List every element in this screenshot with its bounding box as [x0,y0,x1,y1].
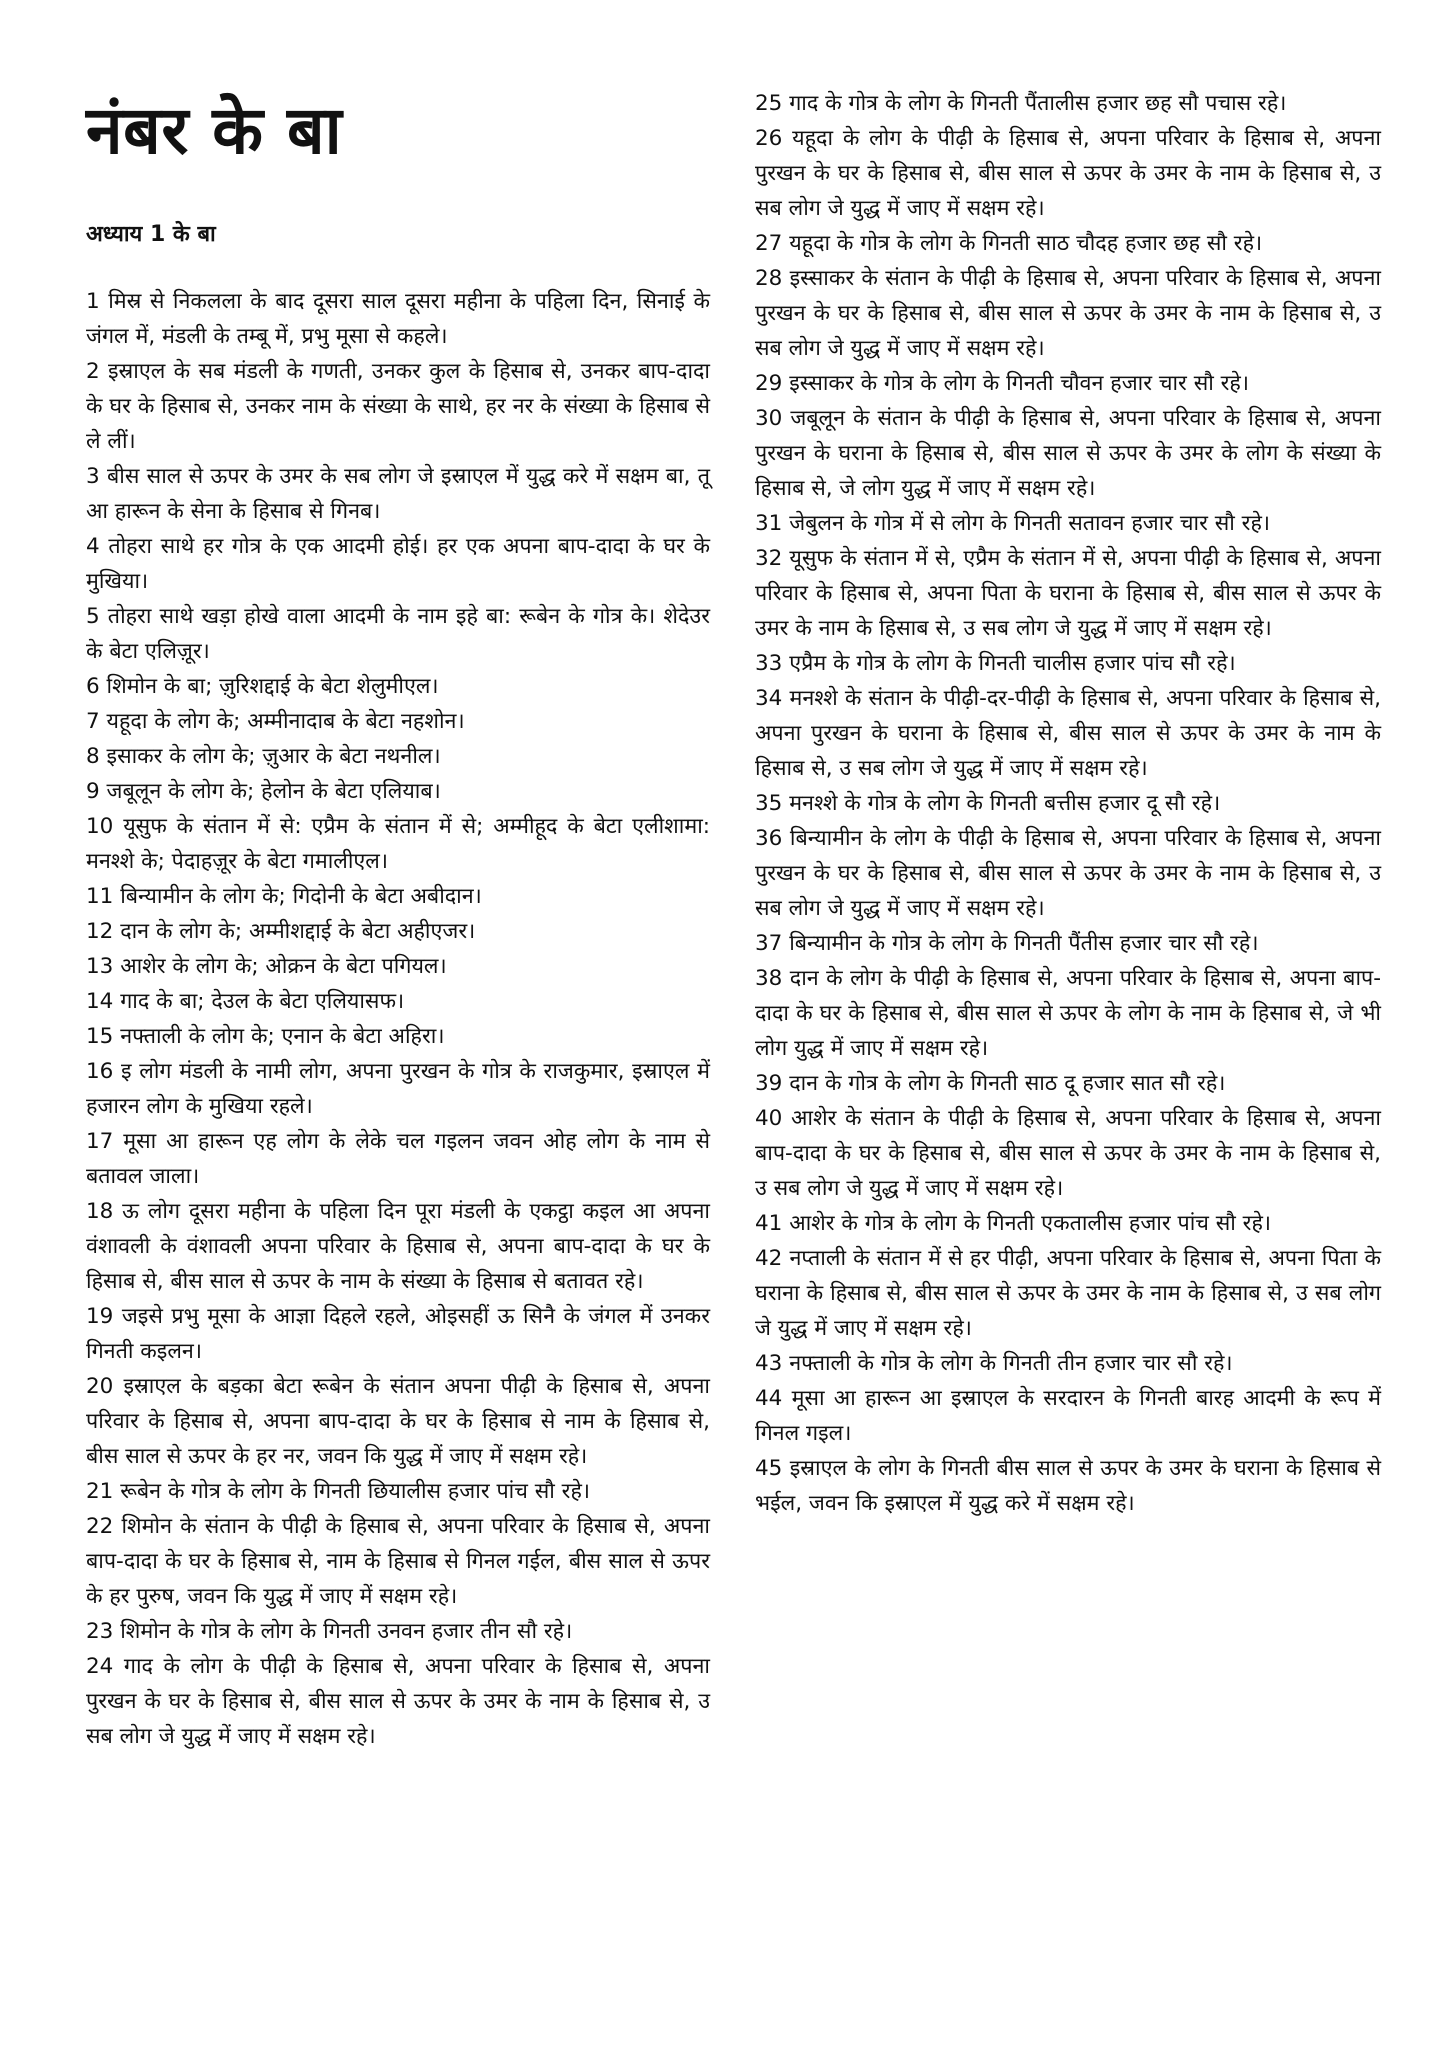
verse: 5 तोहरा साथे खड़ा होखे वाला आदमी के नाम इहे बा: रूबेन के गोत्र के। शेदेउर के बेटा एलिज़ूर। [86,603,710,664]
verse: 1 मिस्र से निकलला के बाद दूसरा साल दूसरा महीना के पहिला दिन, सिनाई के जंगल में, मंडली के तम्बू में, प्रभु मूसा से कहले। [86,288,710,349]
verse: 38 दान के लोग के पीढ़ी के हिसाब से, अपना परिवार के हिसाब से, अपना बाप-दादा के घर के हिसाब से, बीस साल से ऊपर के लोग के नाम के हिसाब से, जे भी लोग युद्ध में जाए में सक्षम रहे। [755,966,1381,1061]
verse: 7 यहूदा के लोग के; अम्मीनादाब के बेटा नहशोन। [86,708,465,734]
verse: 12 दान के लोग के; अम्मीशद्दाई के बेटा अहीएजर। [86,918,476,944]
verse: 21 रूबेन के गोत्र के लोग के गिनती छियालीस हजार पांच सौ रहे। [86,1478,591,1504]
verse: 23 शिमोन के गोत्र के लोग के गिनती उनवन हजार तीन सौ रहे। [86,1618,573,1644]
right-column [755,86,1381,1521]
verse: 3 बीस साल से ऊपर के उमर के सब लोग जे इस्राएल में युद्ध करे में सक्षम बा, तू आ हारून के सेना के हिसाब से गिनब। [86,463,710,524]
verse: 37 बिन्यामीन के गोत्र के लोग के गिनती पैंतीस हजार चार सौ रहे। [755,931,1259,956]
verse: 39 दान के गोत्र के लोग के गिनती साठ दू हजार सात सौ रहे। [755,1071,1226,1096]
verse: 36 बिन्यामीन के लोग के पीढ़ी के हिसाब से, अपना परिवार के हिसाब से, अपना पुरखन के घर के हिसाब से, बीस साल से ऊपर के उमर के नाम के हिसाब से, उ सब लोग जे युद्ध में जाए में सक्षम रहे। [755,826,1381,921]
verse: 40 आशेर के संतान के पीढ़ी के हिसाब से, अपना परिवार के हिसाब से, अपना बाप-दादा के घर के हिसाब से, बीस साल से ऊपर के उमर के नाम के हिसाब से, उ सब लोग जे युद्ध में जाए में सक्षम रहे। [755,1106,1381,1201]
verse: 29 इस्साकर के गोत्र के लोग के गिनती चौवन हजार चार सौ रहे। [755,371,1249,396]
verse: 4 तोहरा साथे हर गोत्र के एक आदमी होई। हर एक अपना बाप-दादा के घर के मुखिया। [86,533,710,594]
left-column [86,92,710,1754]
verse: 25 गाद के गोत्र के लोग के गिनती पैंतालीस हजार छह सौ पचास रहे। [755,91,1287,116]
verse: 10 यूसुफ के संतान में से: एप्रैम के संतान में से; अम्मीहूद के बेटा एलीशामा: मनश्शे के; पेदाहज़ूर के बेटा गमालीएल। [86,813,710,874]
verse: 41 आशेर के गोत्र के लोग के गिनती एकतालीस हजार पांच सौ रहे। [755,1211,1272,1236]
verse: 9 जबूलून के लोग के; हेलोन के बेटा एलियाब। [86,778,441,804]
right-verse-list [755,86,1381,1521]
verse: 16 इ लोग मंडली के नामी लोग, अपना पुरखन के गोत्र के राजकुमार, इस्राएल में हजारन लोग के मुखिया रहले। [86,1058,710,1119]
verse: 27 यहूदा के गोत्र के लोग के गिनती साठ चौदह हजार छह सौ रहे। [755,231,1263,256]
verse: 45 इस्राएल के लोग के गिनती बीस साल से ऊपर के उमर के घराना के हिसाब से भईल, जवन कि इस्राएल में युद्ध करे में सक्षम रहे। [755,1456,1381,1516]
verse: 22 शिमोन के संतान के पीढ़ी के हिसाब से, अपना परिवार के हिसाब से, अपना बाप-दादा के घर के हिसाब से, नाम के हिसाब से गिनल गईल, बीस साल से ऊपर के हर पुरुष, जवन कि युद्ध में जाए में सक्षम रहे। [86,1513,710,1609]
verse: 42 नप्ताली के संतान में से हर पीढ़ी, अपना परिवार के हिसाब से, अपना पिता के घराना के हिसाब से, बीस साल से ऊपर के उमर के नाम के हिसाब से, उ सब लोग जे युद्ध में जाए में सक्षम रहे। [755,1246,1381,1341]
verse: 35 मनश्शे के गोत्र के लोग के गिनती बत्तीस हजार दू सौ रहे। [755,791,1221,816]
verse: 19 जइसे प्रभु मूसा के आज्ञा दिहले रहले, ओइसहीं ऊ सिनै के जंगल में उनकर गिनती कइलन। [86,1303,710,1364]
verse: 34 मनश्शे के संतान के पीढ़ी-दर-पीढ़ी के हिसाब से, अपना परिवार के हिसाब से, अपना पुरखन के घराना के हिसाब से, बीस साल से ऊपर के उमर के नाम के हिसाब से, उ सब लोग जे युद्ध में जाए में सक्षम रहे। [755,686,1381,781]
verse: 18 ऊ लोग दूसरा महीना के पहिला दिन पूरा मंडली के एकट्ठा कइल आ अपना वंशावली के वंशावली अपना परिवार के हिसाब से, अपना बाप-दादा के घर के हिसाब से, बीस साल से ऊपर के नाम के संख्या के हिसाब से बतावत रहे। [86,1198,710,1294]
verse: 14 गाद के बा; देउल के बेटा एलियासफ। [86,988,405,1014]
verse: 30 जबूलून के संतान के पीढ़ी के हिसाब से, अपना परिवार के हिसाब से, अपना पुरखन के घराना के हिसाब से, बीस साल से ऊपर के उमर के लोग के संख्या के हिसाब से, जे लोग युद्ध में जाए में सक्षम रहे। [755,406,1381,501]
book-title: नंबर के बा [86,92,343,169]
verse: 8 इसाकर के लोग के; ज़ुआर के बेटा नथनील। [86,743,441,769]
verse: 15 नफ्ताली के लोग के; एनान के बेटा अहिरा। [86,1023,445,1049]
verse: 6 शिमोन के बा; ज़ुरिशद्दाई के बेटा शेलुमीएल। [86,673,439,699]
verse: 26 यहूदा के लोग के पीढ़ी के हिसाब से, अपना परिवार के हिसाब से, अपना पुरखन के घर के हिसाब से, बीस साल से ऊपर के उमर के नाम के हिसाब से, उ सब लोग जे युद्ध में जाए में सक्षम रहे। [755,126,1381,221]
verse: 24 गाद के लोग के पीढ़ी के हिसाब से, अपना परिवार के हिसाब से, अपना पुरखन के घर के हिसाब से, बीस साल से ऊपर के उमर के नाम के हिसाब से, उ सब लोग जे युद्ध में जाए में सक्षम रहे। [86,1653,710,1749]
verse: 28 इस्साकर के संतान के पीढ़ी के हिसाब से, अपना परिवार के हिसाब से, अपना पुरखन के घर के हिसाब से, बीस साल से ऊपर के उमर के नाम के हिसाब से, उ सब लोग जे युद्ध में जाए में सक्षम रहे। [755,266,1381,361]
left-verse-list [86,284,710,1754]
verse: 20 इस्राएल के बड़का बेटा रूबेन के संतान अपना पीढ़ी के हिसाब से, अपना परिवार के हिसाब से, अपना बाप-दादा के घर के हिसाब से नाम के हिसाब से, बीस साल से ऊपर के हर नर, जवन कि युद्ध में जाए में सक्षम रहे। [86,1373,710,1469]
verse: 2 इस्राएल के सब मंडली के गणती, उनकर कुल के हिसाब से, उनकर बाप-दादा के घर के हिसाब से, उनकर नाम के संख्या के साथे, हर नर के संख्या के हिसाब से ले लीं। [86,358,710,454]
verse: 31 जेबुलन के गोत्र में से लोग के गिनती सतावन हजार चार सौ रहे। [755,511,1271,536]
verse: 33 एप्रैम के गोत्र के लोग के गिनती चालीस हजार पांच सौ रहे। [755,651,1236,676]
verse: 17 मूसा आ हारून एह लोग के लेके चल गइलन जवन ओह लोग के नाम से बतावल जाला। [86,1128,710,1189]
chapter-heading: अध्याय 1 के बा [86,222,216,248]
verse: 11 बिन्यामीन के लोग के; गिदोनी के बेटा अबीदान। [86,883,482,909]
verse: 13 आशेर के लोग के; ओक्रन के बेटा पगियल। [86,953,447,979]
verse: 43 नफ्ताली के गोत्र के लोग के गिनती तीन हजार चार सौ रहे। [755,1351,1233,1376]
verse: 32 यूसुफ के संतान में से, एप्रैम के संतान में से, अपना पीढ़ी के हिसाब से, अपना परिवार के हिसाब से, अपना पिता के घराना के हिसाब से, बीस साल से ऊपर के उमर के नाम के हिसाब से, उ सब लोग जे युद्ध में जाए में सक्षम रहे। [755,546,1381,641]
verse: 44 मूसा आ हारून आ इस्राएल के सरदारन के गिनती बारह आदमी के रूप में गिनल गइल। [755,1386,1381,1446]
